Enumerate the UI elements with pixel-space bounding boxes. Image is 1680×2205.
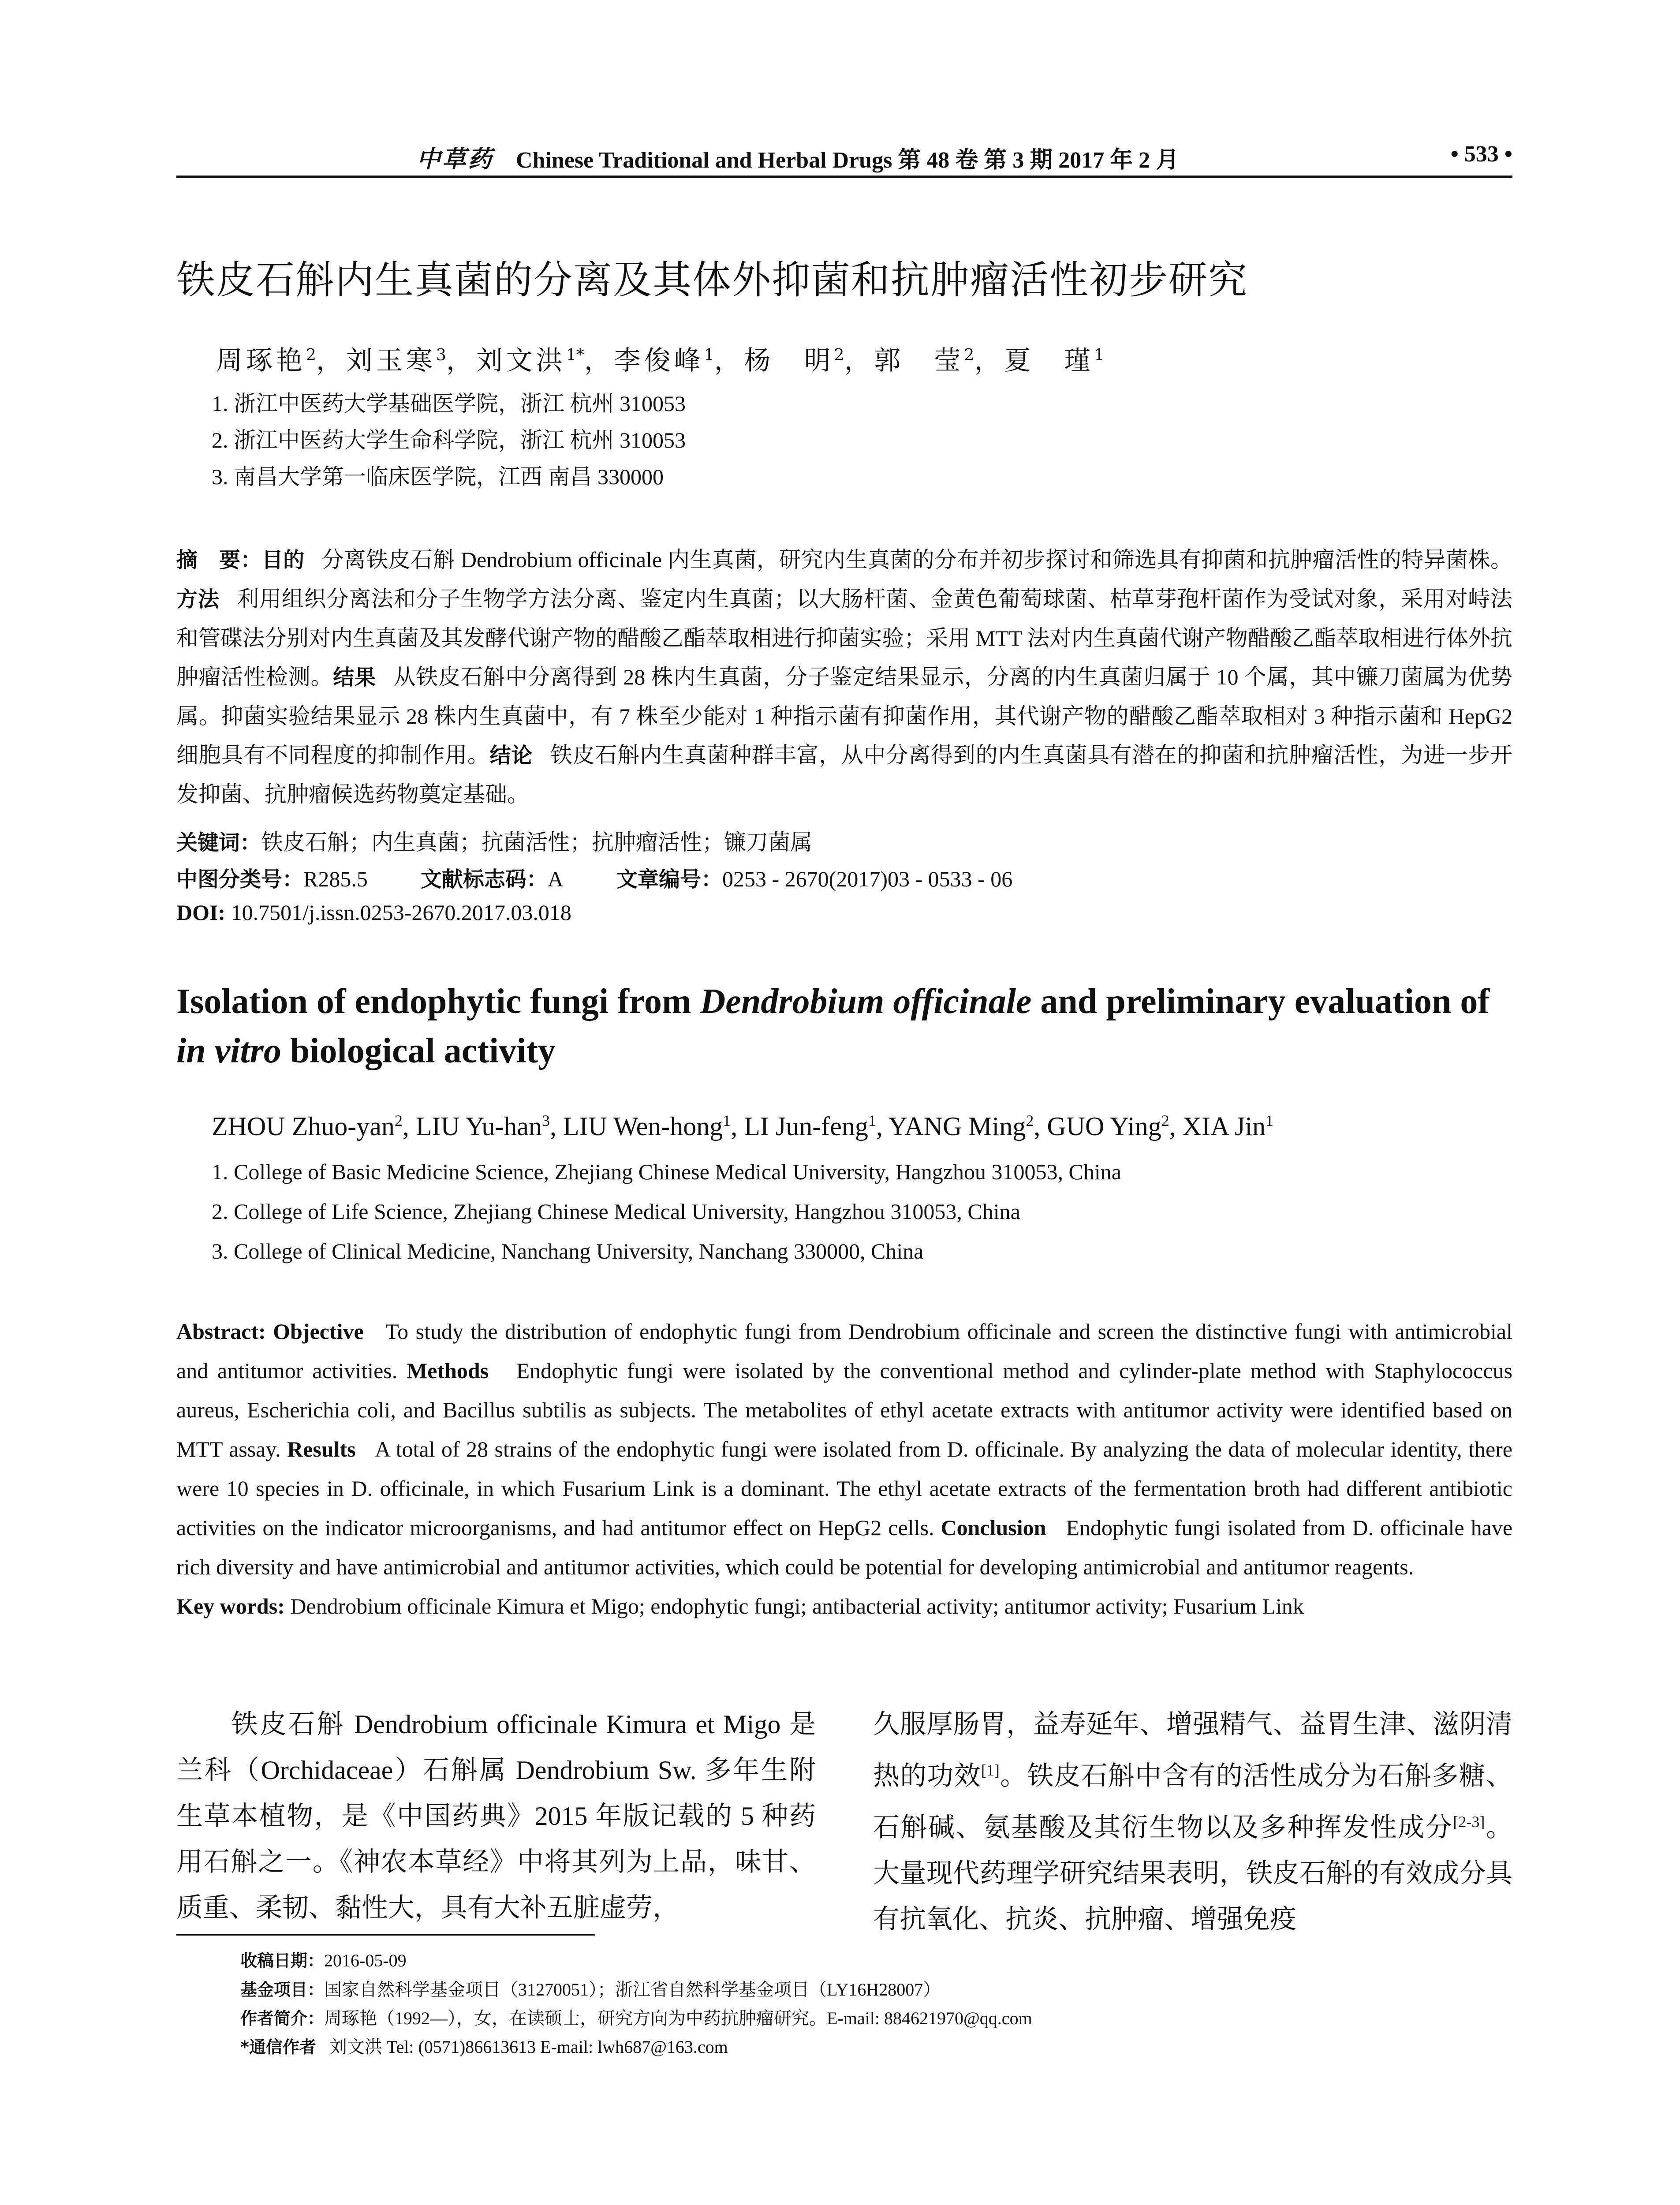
footnote-text: 国家自然科学基金项目（31270051）；浙江省自然科学基金项目（LY16H28007） (324, 1980, 941, 1999)
author-affiliation-mark: 1 (868, 1112, 876, 1129)
cn-methods-label: 方法 (176, 587, 220, 612)
cn-affiliation-3: 3. 南昌大学第一临床医学院，江西 南昌 330000 (212, 464, 664, 489)
body-right-text-1: 久服厚肠胃，益寿延年、增强精气、益胃生津、滋阴清热的功效 (873, 1710, 1512, 1790)
en-methods-text: Endophytic fungi were isolated by the conventional method and cylinder-plate method with Staphylococcus aureus, Escherichia coli, and Bacillus subtilis as subjects. The metabolites of ethyl acetate extracts with antitumor activity were identified based on MTT assay. (176, 1358, 1513, 1461)
en-results-label: Results (287, 1437, 356, 1461)
author-affiliation-mark: 1 (704, 346, 714, 364)
footnote-received (240, 1947, 407, 1971)
en-affiliation-3: 3. College of Clinical Medicine, Nanchang University, Nanchang 330000, China (212, 1239, 924, 1263)
en-methods-label: Methods (407, 1358, 489, 1383)
author-name: XIA Jin (1182, 1112, 1266, 1141)
author-affiliation-mark: 2 (1026, 1112, 1034, 1129)
footnote-text: 周琢艳（1992—），女，在读硕士，研究方向为中药抗肿瘤研究。E-mail: 884621970@qq.com (324, 2008, 1032, 2028)
footnote-text: 2016-05-09 (324, 1951, 407, 1970)
citation-ref: [1] (981, 1761, 1000, 1779)
author-affiliation-mark: 2 (1161, 1112, 1169, 1129)
doi-line (176, 900, 571, 925)
author-affiliation-mark: 2 (834, 346, 844, 364)
body-right-text-2: 。铁皮石斛中含有的活性成分为石斛多糖、石斛碱、氨基酸及其衍生物以及多种挥发性成分 (873, 1761, 1513, 1842)
journal-logo: 中草药 (417, 145, 493, 173)
doi-value: 10.7501/j.issn.0253-2670.2017.03.018 (231, 900, 571, 925)
article-no-value: 0253 - 2670(2017)03 - 0533 - 06 (722, 867, 1013, 891)
author-name: 李俊峰 (614, 345, 704, 376)
cn-keywords-label: 关键词： (176, 830, 261, 855)
cn-affiliation-1: 1. 浙江中医药大学基础医学院，浙江 杭州 310053 (212, 391, 686, 416)
author-name: 刘文洪 (476, 345, 566, 376)
footnote-label: 收稿日期： (240, 1951, 325, 1970)
en-abstract (176, 1312, 1512, 1626)
body-left-text: 铁皮石斛 Dendrobium officinale Kimura et Migo 是兰科（Orchidaceae）石斛属 Dendrobium Sw. 多年生附生草本植物，是《中国药典》2015 年版记载的 5 种药用石斛之一。《神农本草经》中将其列为上品，味甘、质重、柔韧、黏性大，具有大补五脏虚劳， (176, 1710, 816, 1922)
author-name: GUO Ying (1047, 1112, 1161, 1141)
en-title-part: biological activity (281, 1031, 556, 1070)
cn-conclusion-text: 铁皮石斛内生真菌种群丰富，从中分离得到的内生真菌具有潜在的抑菌和抗肿瘤活性，为进一步开发抑菌、抗肿瘤候选药物奠定基础。 (176, 743, 1513, 807)
footnote-label: 作者简介： (240, 2009, 325, 2028)
author-affiliation-mark: 2 (306, 346, 316, 364)
cn-keywords-text: 铁皮石斛；内生真菌；抗菌活性；抗肿瘤活性；镰刀菌属 (261, 830, 813, 855)
cn-authors: 周琢艳$^2$，刘玉寒$^3$，刘文洪$^{1*}$，李俊峰$^1$，杨 明$^2$，郭 莹$^2$，夏 瑾$^1$ (216, 345, 1105, 376)
footnote-label: *通信作者 (240, 2037, 316, 2057)
author-affiliation-mark: 1 (1094, 346, 1105, 364)
journal-info: Chinese Traditional and Herbal Drugs 第 48 卷 第 3 期 2017 年 2 月 (516, 148, 1179, 173)
en-title-part: Isolation of endophytic fungi from (176, 982, 700, 1021)
body-column-left (176, 1701, 816, 1931)
cn-results-text: 从铁皮石斛中分离得到 28 株内生真菌，分子鉴定结果显示，分离的内生真菌归属于 10 个属，其中镰刀菌属为优势属。抑菌实验结果显示 28 株内生真菌中，有 7 株至少能对 1 种指示菌有抑菌作用，其代谢产物的醋酸乙酯萃取相对 3 种指示菌和 HepG2 细胞具有不同程度的抑制作用。 (176, 665, 1512, 767)
footnote-fund (240, 1976, 941, 2001)
en-authors: ZHOU Zhuo-yan$^2$, LIU Yu-han$^3$, LIU Wen-hong$^1$, LI Jun-feng$^1$, YANG Ming$^2$, GUO Ying$^2$, XIA Jin$^1$ (212, 1112, 1274, 1141)
en-title-part: and preliminary evaluation of (1031, 982, 1490, 1021)
footnote-author (240, 2004, 1032, 2029)
author-affiliation-mark: 3 (541, 1112, 550, 1129)
footnote-label: 基金项目： (240, 1980, 325, 1999)
author-name: ZHOU Zhuo-yan (212, 1112, 395, 1141)
clc-value: R285.5 (303, 867, 368, 891)
body-right-text-3: 。大量现代药理学研究结果表明，铁皮石斛的有效成分具有抗氧化、抗炎、抗肿瘤、增强免疫 (873, 1813, 1513, 1934)
footnote-rule (176, 1934, 595, 1936)
header-rule (176, 176, 1512, 178)
en-affiliation-1: 1. College of Basic Medicine Science, Zhejiang Chinese Medical University, Hangzhou 310053, China (212, 1159, 1121, 1184)
author-name: 周琢艳 (216, 345, 306, 376)
author-affiliation-mark: 2 (394, 1112, 403, 1129)
cn-abstract-label: 摘 要： (176, 548, 262, 572)
en-affiliation-2: 2. College of Life Science, Zhejiang Chinese Medical University, Hangzhou 310053, China (212, 1199, 1020, 1224)
doccode-value: A (547, 867, 564, 891)
author-name: LIU Yu-han (415, 1112, 542, 1141)
en-keywords-text: Dendrobium officinale Kimura et Migo; endophytic fungi; antibacterial activity; antitumor activity; Fusarium Link (290, 1594, 1304, 1618)
en-conclusion-text: Endophytic fungi isolated from D. officinale have rich diversity and have antimicrobial and antitumor activities, which could be potential for developing antimicrobial and antitumor reagents. (176, 1515, 1513, 1579)
en-results-text: A total of 28 strains of the endophytic fungi were isolated from D. officinale. By analyzing the data of molecular identity, there were 10 species in D. officinale, in which Fusarium Link is a dominant. The ethyl acetate extracts of the fermentation broth had different antibiotic activities on the indicator microorganisms, and had antitumor effect on HepG2 cells. (176, 1437, 1512, 1540)
en-abstract-label: Abstract: Objective (176, 1319, 364, 1344)
author-affiliation-mark: 1* (566, 346, 584, 364)
author-name: 杨 明 (744, 345, 834, 376)
article-no-label: 文章编号： (616, 867, 723, 892)
cn-keywords (176, 825, 812, 856)
running-header (176, 140, 1512, 171)
page-number: • 533 • (1450, 142, 1512, 167)
en-title-invitro: in vitro (176, 1031, 281, 1070)
citation-ref: [2-3] (1453, 1813, 1485, 1831)
author-affiliation-mark: 1 (1266, 1112, 1274, 1129)
author-name: 夏 瑾 (1004, 345, 1094, 376)
author-name: 郭 莹 (874, 345, 964, 376)
en-title-species: Dendrobium officinale (700, 982, 1032, 1021)
author-name: LIU Wen-hong (563, 1112, 723, 1141)
cn-objective-text: 分离铁皮石斛 Dendrobium officinale 内生真菌，研究内生真菌的分布并初步探讨和筛选具有抑菌和抗肿瘤活性的特异菌株。 (321, 547, 1512, 572)
body-column-right (873, 1701, 1512, 1942)
cn-title: 铁皮石斛内生真菌的分离及其体外抑菌和抗肿瘤活性初步研究 (176, 257, 1248, 303)
author-name: 刘玉寒 (346, 345, 436, 376)
en-objective-text: To study the distribution of endophytic fungi from Dendrobium officinale and screen the distinctive fungi with antimicrobial and antitumor activities. (176, 1319, 1512, 1383)
cn-classification (176, 862, 1012, 893)
cn-affiliation-2: 2. 浙江中医药大学生命科学院，浙江 杭州 310053 (212, 428, 686, 452)
cn-objective-label: 目的 (261, 548, 305, 572)
author-name: YANG Ming (888, 1112, 1026, 1141)
footnote-corresponding (240, 2033, 728, 2058)
footnote-text: 刘文洪 Tel: (0571)86613613 E-mail: lwh687@163.com (329, 2037, 728, 2057)
cn-results-label: 结果 (333, 665, 376, 690)
doi-label: DOI: (176, 900, 226, 925)
en-conclusion-label: Conclusion (941, 1515, 1046, 1540)
en-title (176, 977, 1512, 1076)
clc-label: 中图分类号： (176, 867, 304, 892)
en-keywords-label: Key words: (176, 1594, 285, 1618)
author-affiliation-mark: 1 (723, 1112, 731, 1129)
author-affiliation-mark: 2 (964, 346, 974, 364)
cn-conclusion-label: 结论 (489, 743, 533, 768)
author-name: LI Jun-feng (744, 1112, 868, 1141)
cn-methods-text: 利用组织分离法和分子生物学方法分离、鉴定内生真菌；以大肠杆菌、金黄色葡萄球菌、枯草芽孢杆菌作为受试对象，采用对峙法和管碟法分别对内生真菌及其发酵代谢产物的醋酸乙酯萃取相进行抑菌实验；采用 MTT 法对内生真菌代谢产物醋酸乙酯萃取相进行体外抗肿瘤活性检测。 (176, 587, 1512, 689)
cn-abstract (176, 540, 1512, 814)
author-affiliation-mark: 3 (436, 346, 446, 364)
doccode-label: 文献标志码： (420, 867, 548, 892)
